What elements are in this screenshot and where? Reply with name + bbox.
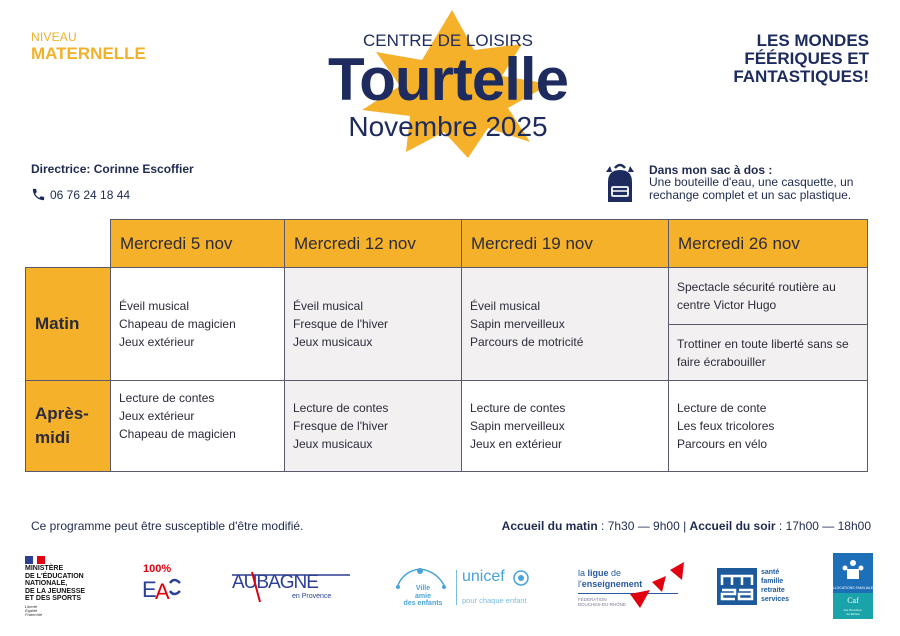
ville-line: amie	[415, 592, 431, 600]
activity: Éveil musical	[119, 299, 190, 313]
svg-text:ALLOCATIONS FAMILIALES: ALLOCATIONS FAMILIALES	[830, 586, 876, 590]
activity: Les feux tricolores	[677, 419, 775, 433]
svg-text:AUBAGNE: AUBAGNE	[232, 572, 318, 593]
niveau-value: MATERNELLE	[31, 44, 146, 63]
msa-logo	[717, 568, 757, 605]
msa-line: famille	[761, 578, 784, 585]
ministere-motto	[25, 605, 42, 617]
activity: Jeux extérieur	[119, 409, 195, 423]
ministere-line: DE LA JEUNESSE	[25, 587, 86, 595]
motto-line: Égalité	[25, 608, 38, 613]
ligue-text: la	[578, 568, 588, 578]
table-cell	[668, 267, 868, 325]
msa-tagline	[761, 568, 789, 604]
ministere-line: MINISTÈRE	[25, 565, 64, 572]
logo-divider	[456, 570, 457, 605]
svg-text:Caf: Caf	[847, 596, 859, 605]
ligue-arrows-icon	[620, 560, 688, 612]
ligue-text: de	[608, 568, 622, 578]
bag-title: Dans mon sac à dos :	[649, 163, 773, 177]
unicef-tagline: pour chaque enfant	[462, 596, 527, 605]
msa-mark-icon	[717, 568, 757, 605]
activity: Lecture de conte	[677, 401, 767, 415]
activity: Sapin merveilleux	[470, 419, 565, 433]
ministere-line: DE L'ÉDUCATION	[25, 572, 84, 580]
activity: Trottiner en toute liberté sans se faire écrabouiller	[677, 336, 849, 369]
activity: Lecture de contes	[470, 401, 566, 415]
column-header: Mercredi 5 nov	[110, 219, 285, 268]
ligue-federation	[578, 597, 626, 607]
table-cell	[461, 380, 669, 472]
activity: Éveil musical	[293, 299, 364, 313]
activity: Éveil musical	[470, 299, 541, 313]
centre-title: CENTRE DE LOISIRS	[362, 31, 534, 50]
motto-line: Fraternité	[25, 612, 43, 617]
svg-text:A: A	[155, 579, 170, 604]
activity: Chapeau de magicien	[119, 427, 236, 441]
table-cell	[284, 267, 462, 381]
table-cell	[284, 380, 462, 472]
activity: Parcours de motricité	[470, 335, 584, 349]
eac-logo	[140, 561, 185, 603]
accueil-soir-time: : 17h00 — 18h00	[775, 519, 871, 533]
activity: Lecture de contes	[293, 401, 389, 415]
directrice: Directrice: Corinne Escoffier	[31, 162, 194, 176]
month-title: Novembre 2025	[348, 111, 548, 142]
theme-line: LES MONDES	[756, 31, 869, 50]
activity: Jeux en extérieur	[470, 437, 563, 451]
table-cell	[668, 324, 868, 381]
disclaimer-note: Ce programme peut être susceptible d'être modifié.	[31, 519, 304, 533]
phone-number: 06 76 24 18 44	[50, 187, 131, 202]
accueil-matin-time: : 7h30 — 9h00 |	[597, 519, 690, 533]
motto-line: Liberté	[25, 604, 38, 609]
ville-line: des enfants	[403, 600, 443, 607]
ministere-line: ET DES SPORTS	[25, 595, 82, 602]
svg-text:100%: 100%	[143, 563, 172, 575]
theme-line: FÉÉRIQUES ET	[744, 49, 869, 68]
aubagne-logo	[230, 568, 352, 604]
activity: Fresque de l'hiver	[293, 419, 389, 433]
backpack-icon	[602, 162, 638, 204]
table-cell	[110, 267, 285, 381]
caf-logo	[830, 553, 876, 619]
activity: Chapeau de magicien	[119, 317, 236, 331]
table-cell	[668, 380, 868, 472]
ministere-logo	[25, 565, 85, 603]
phone-icon	[31, 187, 46, 202]
activity: Jeux musicaux	[293, 437, 373, 451]
theme-title	[649, 32, 869, 86]
column-header: Mercredi 19 nov	[461, 219, 669, 268]
phone-row	[31, 187, 130, 202]
ministere-line: NATIONALE,	[25, 580, 68, 587]
accueil-soir-label: Accueil du soir	[689, 519, 776, 533]
unicef-globe-icon	[513, 570, 529, 586]
ville-line: Ville	[415, 585, 431, 592]
unicef-logo: unicef	[462, 568, 505, 585]
accueil-hours	[502, 519, 871, 533]
activity: Jeux musicaux	[293, 335, 373, 349]
bag-text: Une bouteille d'eau, une casquette, un rechange complet et un sac plastique.	[649, 175, 854, 202]
row-label-matin: Matin	[25, 267, 111, 381]
french-flag-icon	[25, 556, 45, 564]
column-header: Mercredi 12 nov	[284, 219, 462, 268]
column-header: Mercredi 26 nov	[668, 219, 868, 268]
table-cell	[461, 267, 669, 381]
ligue-text: ligue	[587, 568, 609, 578]
accueil-matin-label: Accueil du matin	[501, 519, 598, 533]
svg-text:du-Rhône: du-Rhône	[846, 612, 860, 616]
activity: Parcours en vélo	[677, 437, 768, 451]
ligue-text: l'	[578, 579, 582, 589]
theme-line: FANTASTIQUES!	[733, 67, 869, 86]
activity: Fresque de l'hiver	[293, 317, 389, 331]
ligue-text: enseignement	[581, 579, 643, 589]
table-cell	[110, 380, 285, 472]
niveau-label: NIVEAU	[31, 30, 77, 44]
svg-text:des Bouches-: des Bouches-	[843, 608, 863, 612]
ville-amie-text	[392, 585, 454, 608]
svg-text:en Provence: en Provence	[292, 593, 332, 600]
svg-text:E: E	[142, 577, 157, 602]
activity: Spectacle sécurité routière au centre Victor Hugo	[677, 280, 836, 312]
msa-line: santé	[761, 569, 780, 576]
row-label-apres-midi: Après-midi	[25, 380, 111, 472]
centre-name: Tourtelle	[328, 46, 568, 113]
msa-line: services	[761, 596, 790, 603]
msa-line: retraite	[761, 587, 785, 594]
ligue-fed-line: BOUCHES-DU-RHÔNE	[578, 602, 627, 607]
activity: Jeux extérieur	[119, 335, 195, 349]
ligue-fed-line: FÉDÉRATION	[578, 597, 607, 602]
activity: Sapin merveilleux	[470, 317, 565, 331]
activity: Lecture de contes	[119, 391, 215, 405]
